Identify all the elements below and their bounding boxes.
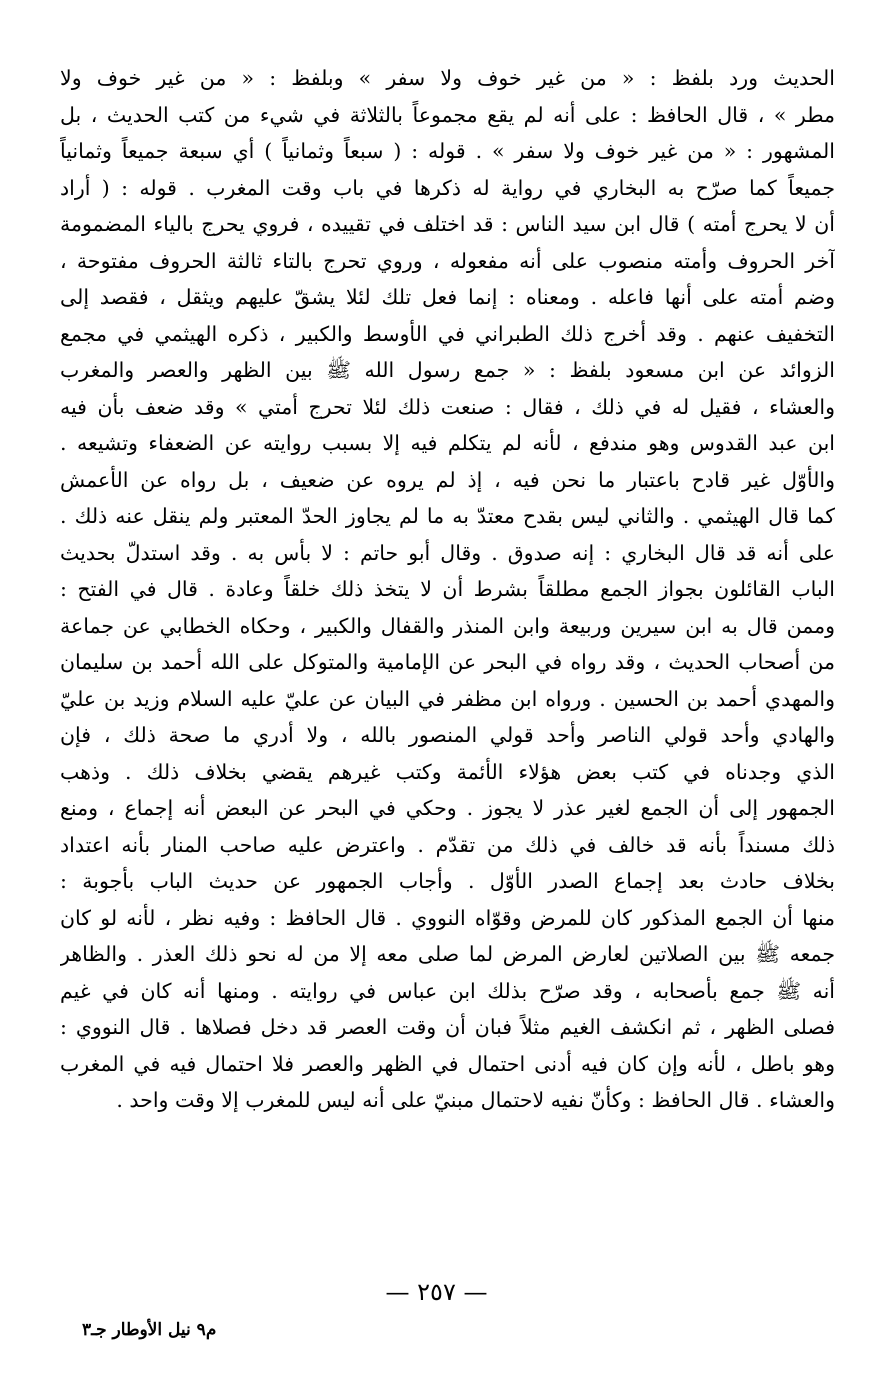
text-line: منها أن الجمع المذكور كان للمرض وقوّاه النووي . قال الحافظ : وفيه نظر ، لأنه لو كان (60, 905, 835, 930)
text-line: وممن قال به ابن سيرين وربيعة وابن المنذر والقفال والكبير ، وحكاه الخطابي عن جماعة (60, 613, 835, 638)
text-line: والمهدي أحمد بن الحسين . ورواه ابن مظفر في البيان عن عليّ عليه السلام وزيد بن عليّ (60, 686, 835, 711)
text-line: مطر » ، قال الحافظ : على أنه لم يقع مجموعاً بالثلاثة في شيء من كتب الحديث ، بل (60, 102, 835, 127)
text-line: وهو باطل ، لأنه وإن كان فيه أدنى احتمال في الظهر والعصر فلا احتمال فيه في المغرب (60, 1051, 835, 1076)
text-line: أن لا يحرج أمته ) قال ابن سيد الناس : قد اختلف في تقييده ، فروي يحرج بالياء المضمومة (60, 212, 835, 236)
text-line: الزوائد عن ابن مسعود بلفظ : « جمع رسول الله ﷺ بين الظهر والعصر والمغرب (60, 358, 835, 382)
text-line: جميعاً كما صرّح به البخاري في رواية له ذكرها في باب وقت المغرب . قوله : ( أراد (60, 175, 835, 200)
text-line: والعشاء ، فقيل له في ذلك ، فقال : صنعت ذلك لئلا تحرج أمتي » وقد ضعف بأن فيه (60, 394, 835, 419)
text-line: والعشاء . قال الحافظ : وكأنّ نفيه لاحتمال مبنيّ على أنه ليس للمغرب إلا وقت واحد . (116, 1088, 835, 1112)
text-line: من أصحاب الحديث ، وقد رواه في البحر عن الإمامية والمتوكل على الله أحمد بن سليمان (60, 650, 835, 674)
text-line: ابن عبد القدوس وهو مندفع ، لأنه لم يتكلم فيه إلا بسبب روايته عن الضعفاء وتشيعه . (60, 431, 835, 455)
text-line: كما قال الهيثمي . والثاني ليس بقدح معتدّ به ما لم يجاوز الحدّ المعتبر ولم ينقل عنه ذلك . (60, 504, 835, 528)
text-line: فصلى الظهر ، ثم انكشف الغيم مثلاً فبان أن وقت العصر قد دخل فصلاها . قال النووي : (60, 1015, 835, 1039)
text-line: والهادي وأحد قولي الناصر وأحد قولي المنصور بالله ، ولا أدري ما صحة ذلك ، فإن (60, 723, 835, 747)
text-line: وضم أمته على أنها فاعله . ومعناه : إنما فعل تلك لئلا يشقّ عليهم ويثقل ، فقصد إلى (60, 285, 835, 309)
footer-note: م٩ نيل الأوطار جـ٣ (82, 1320, 217, 1340)
text-line: والأوّل غير قادح باعتبار ما نحن فيه ، إذ لم يروه عن ضعيف ، بل رواه عن الأعمش (60, 467, 835, 492)
text-line: الباب القائلون بجواز الجمع مطلقاً بشرط أن لا يتخذ ذلك خلقاً وعادة . قال في الفتح : (60, 577, 835, 601)
text-line: التخفيف عنهم . وقد أخرج ذلك الطبراني في الأوسط والكبير ، ذكره الهيثمي في مجمع (60, 321, 835, 346)
page-number: — ٢٥٧ — (385, 1278, 488, 1306)
text-line: الحديث ورد بلفظ : « من غير خوف ولا سفر » وبلفظ : « من غير خوف ولا (60, 66, 835, 90)
text-line: بخلاف حادث بعد إجماع الصدر الأوّل . وأجاب الجمهور عن حديث الباب بأجوبة : (60, 869, 835, 893)
text-line: جمعه ﷺ بين الصلاتين لعارض المرض لما صلى معه إلا من له نحو ذلك العذر . والظاهر (60, 942, 835, 966)
text-line: الذي وجدناه في كتب بعض هؤلاء الأئمة وكتب غيرهم يقضي بخلاف ذلك . وذهب (60, 759, 835, 784)
text-line: المشهور : « من غير خوف ولا سفر » . قوله : ( سبعاً وثمانياً ) أي سبعة جميعاً وثمانياً (60, 139, 835, 163)
text-line: الجمهور إلى أن الجمع لغير عذر لا يجوز . وحكي في البحر عن البعض أنه إجماع ، ومنع (60, 796, 835, 820)
text-line: على أنه قد قال البخاري : إنه صدوق . وقال أبو حاتم : لا بأس به . وقد استدلّ بحديث (60, 540, 835, 565)
body-text (60, 60, 835, 1119)
text-line: آخر الحروف وأمته منصوب على أنه مفعوله ، وروي تحرج بالتاء ثالثة الحروف مفتوحة ، (60, 248, 835, 273)
text-line: أنه ﷺ جمع بأصحابه ، وقد صرّح بذلك ابن عباس في روايته . ومنها أنه كان في غيم (60, 978, 835, 1003)
text-line: ذلك مسنداً بأنه قد خالف في ذلك من تقدّم . واعترض عليه صاحب المنار بأنه اعتداد (60, 832, 835, 857)
